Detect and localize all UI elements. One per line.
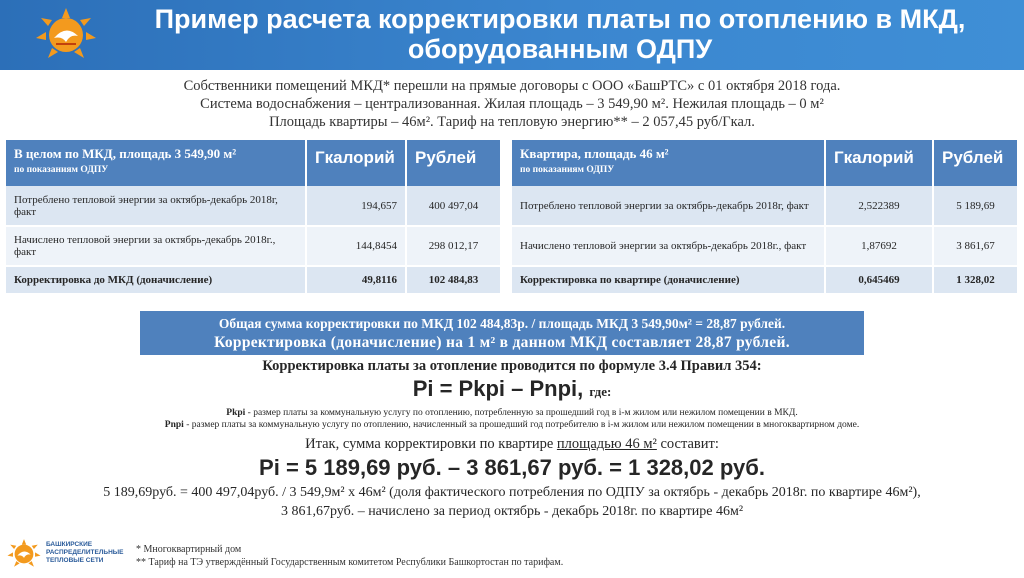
def1-term: Pkpi	[226, 408, 246, 418]
intro-text	[0, 77, 1024, 131]
flat-col-rub: Рублей	[933, 140, 1018, 186]
row-label: Потреблено тепловой энергии за октябрь-декабрь 2018г, факт	[512, 186, 825, 226]
itak-underlined: площадью 46 м²	[556, 436, 657, 452]
intro-line-3: Площадь квартиры – 46м². Тариф на тепловую энергию** – 2 057,45 руб/Гкал.	[269, 114, 755, 130]
row-rub: 102 484,83	[406, 266, 501, 294]
company-logo-icon	[34, 6, 98, 64]
row-rub: 298 012,17	[406, 226, 501, 266]
row-rub: 1 328,02	[933, 266, 1018, 294]
mkd-header-title: В целом по МКД, площадь 3 549,90 м²	[14, 146, 237, 161]
row-rub: 400 497,04	[406, 186, 501, 226]
row-label: Корректировка до МКД (доначисление)	[6, 266, 306, 294]
mkd-table-header	[6, 140, 306, 186]
title-line-2: оборудованным ОДПУ	[407, 34, 713, 64]
total-correction-box	[140, 311, 864, 355]
title-banner	[0, 0, 1024, 70]
mkd-header-sub: по показаниям ОДПУ	[14, 165, 109, 175]
row-label: Начислено тепловой энергии за октябрь-декабрь 2018г., факт	[6, 226, 306, 266]
table-row-total	[512, 266, 1018, 294]
calc-line-1: 5 189,69руб. = 400 497,04руб. / 3 549,9м² х 46м² (доля фактического потребления по ОДПУ за октябрь - декабрь 2018г. по квартире 46м²),	[103, 485, 921, 500]
brand-line-2: РАСПРЕДЕЛИТЕЛЬНЫЕ	[46, 549, 124, 556]
flat-header-sub: по показаниям ОДПУ	[520, 165, 615, 175]
footnote-1: * Многоквартирный дом	[136, 544, 242, 555]
mkd-table	[6, 140, 502, 295]
total-line-1: Общая сумма корректировки по МКД 102 484,83р. / площадь МКД 3 549,90м² = 28,87 рублей.	[218, 316, 786, 331]
formula-expression: Pi = Pkpi – Pnpi,	[412, 376, 584, 401]
formula-main	[0, 376, 1024, 402]
formula-where: где:	[589, 384, 612, 399]
page-title	[110, 4, 1010, 64]
definition-1	[0, 407, 1024, 419]
mkd-col-rub: Рублей	[406, 140, 501, 186]
row-gcal: 0,645469	[825, 266, 933, 294]
row-label: Потреблено тепловой энергии за октябрь-декабрь 2018г, факт	[6, 186, 306, 226]
flat-table	[512, 140, 1019, 295]
brand-line-3: ТЕПЛОВЫЕ СЕТИ	[46, 557, 104, 564]
table-row	[6, 186, 501, 226]
calc-line-2: 3 861,67руб. – начислено за период октябрь - декабрь 2018г. по квартире 46м²	[280, 504, 744, 519]
row-gcal: 194,657	[306, 186, 406, 226]
table-row	[512, 186, 1018, 226]
flat-table-header	[512, 140, 825, 186]
footer-brand	[46, 541, 126, 565]
table-row	[6, 226, 501, 266]
formula-intro: Корректировка платы за отопление проводится по формуле 3.4 Правил 354:	[262, 358, 762, 374]
footer-logo-icon	[6, 538, 42, 570]
formula-definitions	[0, 407, 1024, 431]
brand-line-1: БАШКИРСКИЕ	[46, 541, 93, 548]
summary-intro	[0, 436, 1024, 453]
itak-post: составит:	[656, 436, 719, 452]
row-label: Начислено тепловой энергии за октябрь-декабрь 2018г., факт	[512, 226, 825, 266]
row-gcal: 144,8454	[306, 226, 406, 266]
flat-col-gcal: Гкалорий	[825, 140, 933, 186]
result-formula: Pi = 5 189,69 руб. – 3 861,67 руб. = 1 328,02 руб.	[259, 455, 765, 480]
mkd-col-gcal: Гкалорий	[306, 140, 406, 186]
row-rub: 5 189,69	[933, 186, 1018, 226]
table-row	[512, 226, 1018, 266]
intro-line-2: Система водоснабжения – централизованная. Жилая площадь – 3 549,90 м². Нежилая площадь – 0 м²	[200, 96, 824, 112]
definition-2	[0, 419, 1024, 431]
flat-header-title: Квартира, площадь 46 м²	[520, 146, 669, 161]
calc-explanation	[0, 483, 1024, 521]
total-line-2: Корректировка (доначисление) на 1 м² в данном МКД составляет 28,87 рублей.	[214, 334, 790, 351]
footnote-2: ** Тариф на ТЭ утверждённый Государственным комитетом Республики Башкортостан по тарифам.	[136, 557, 564, 568]
itak-pre: Итак, сумма корректировки по квартире	[305, 436, 557, 452]
title-line-1: Пример расчета корректировки платы по отоплению в МКД,	[154, 4, 966, 34]
table-row-total	[6, 266, 501, 294]
intro-line-1: Собственники помещений МКД* перешли на прямые договоры с ООО «БашРТС» с 01 октября 2018 года.	[183, 78, 841, 94]
footnotes	[136, 543, 563, 569]
def1-text: - размер платы за коммунальную услугу по отоплению, потребленную за прошедший год в i-м жилом или нежилом помещении в МКД.	[245, 408, 798, 418]
row-gcal: 2,522389	[825, 186, 933, 226]
def2-term: Pnpi	[164, 420, 184, 430]
row-rub: 3 861,67	[933, 226, 1018, 266]
row-gcal: 1,87692	[825, 226, 933, 266]
row-gcal: 49,8116	[306, 266, 406, 294]
def2-text: - размер платы за коммунальную услугу по отоплению, начисленный за прошедший год потребителю в i-м жилом или нежилом помещении в многоквартирном доме.	[183, 420, 860, 430]
row-label: Корректировка по квартире (доначисление)	[512, 266, 825, 294]
